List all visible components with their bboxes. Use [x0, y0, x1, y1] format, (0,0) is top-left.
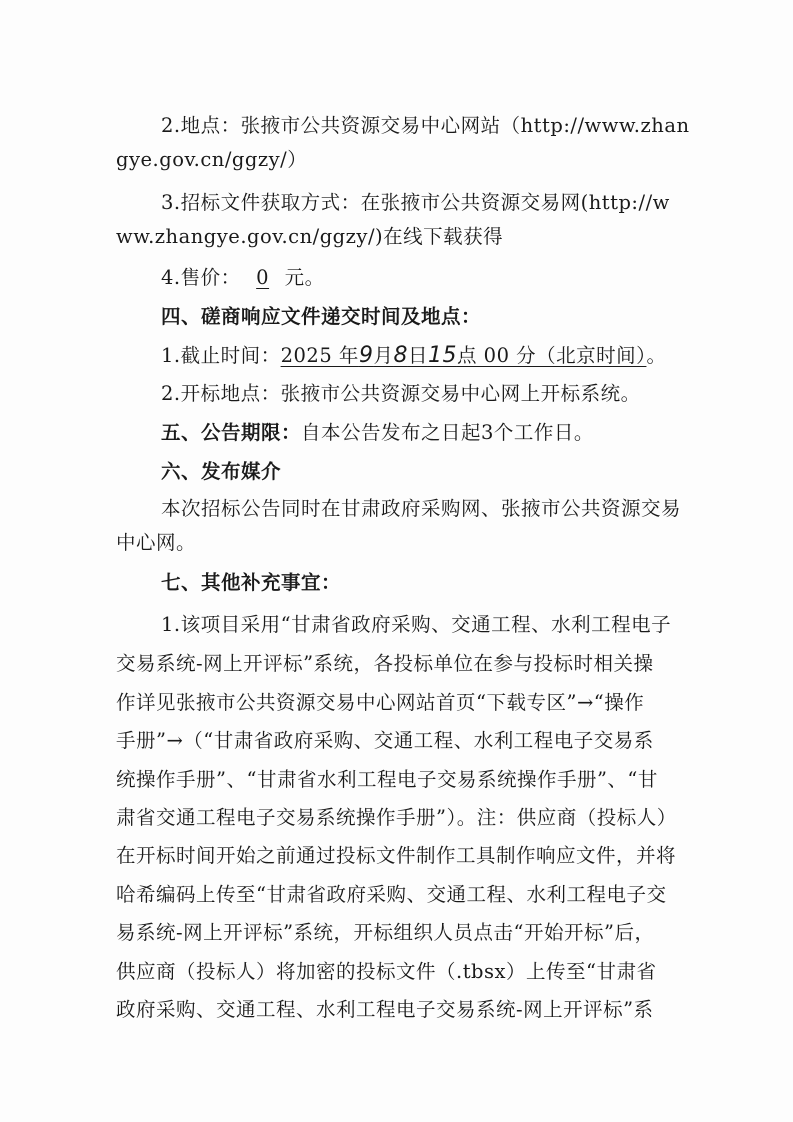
section-6-heading: 六、发布媒介 [161, 460, 282, 483]
supp-line: 易系统-网上开评标”系统，开标组织人员点击“开始开标”后， [116, 921, 655, 944]
supp-line: 作详见张掖市公共资源交易中心网站首页“下载专区”→“操作 [116, 691, 645, 714]
section-5-heading: 五、公告期限： [161, 421, 302, 444]
supp-line: 1.该项目采用“甘肃省政府采购、交通工程、水利工程电子 [161, 613, 672, 636]
deadline-label: 1.截止时间： [161, 344, 281, 367]
deadline-year: 2025 年 [280, 344, 359, 367]
price-value: 0 [256, 266, 270, 289]
deadline-day-handwritten: 8 [393, 343, 408, 368]
deadline-day-unit: 日 [407, 344, 428, 367]
deadline-hour-handwritten: 15 [427, 343, 457, 368]
price-label: 4.售价： [161, 266, 241, 289]
location-line-1: 2.地点：张掖市公共资源交易中心网站（http://www.zhan [161, 114, 690, 137]
location-line-2: gye.gov.cn/ggzy/） [116, 148, 308, 171]
supp-line: 哈希编码上传至“甘肃省政府采购、交通工程、水利工程电子交 [116, 883, 667, 906]
supp-line: 供应商（投标人）将加密的投标文件（.tbsx）上传至“甘肃省 [116, 960, 657, 983]
supp-line: 交易系统-网上开评标”系统，各投标单位在参与投标时相关操 [116, 652, 654, 675]
supp-line: 统操作手册”、“甘肃省水利工程电子交易系统操作手册”、“甘 [116, 768, 658, 791]
supp-line: 手册”→（“甘肃省政府采购、交通工程、水利工程电子交易系 [116, 729, 654, 752]
supp-line: 在开标时间开始之前通过投标文件制作工具制作响应文件，并将 [116, 844, 677, 867]
supp-line: 政府采购、交通工程、水利工程电子交易系统-网上开评标”系 [116, 998, 654, 1021]
price-unit: 元。 [284, 266, 325, 289]
supp-line: 肃省交通工程电子交易系统操作手册”）。注：供应商（投标人） [116, 806, 677, 829]
open-location-line: 2.开标地点：张掖市公共资源交易中心网上开标系统。 [161, 382, 641, 405]
deadline-line [161, 339, 721, 373]
section-5-line [161, 416, 721, 450]
price-line [161, 261, 721, 295]
acquire-line-2: ww.zhangye.gov.cn/ggzy/)在线下载获得 [116, 225, 504, 248]
media-line-1: 本次招标公告同时在甘肃政府采购网、张掖市公共资源交易 [161, 497, 682, 520]
deadline-hour-unit: 点 00 分（北京时间） [456, 344, 647, 367]
section-4-heading: 四、磋商响应文件递交时间及地点： [161, 305, 482, 328]
deadline-value [281, 344, 647, 367]
deadline-end: 。 [646, 344, 667, 367]
deadline-month-unit: 月 [373, 344, 394, 367]
deadline-month-handwritten: 9 [358, 343, 374, 368]
acquire-line-1: 3.招标文件获取方式：在张掖市公共资源交易网(http://w [161, 191, 670, 214]
section-5-text: 自本公告发布之日起3个工作日。 [301, 421, 594, 444]
media-line-2: 中心网。 [116, 531, 197, 554]
section-7-heading: 七、其他补充事宜： [161, 571, 342, 594]
